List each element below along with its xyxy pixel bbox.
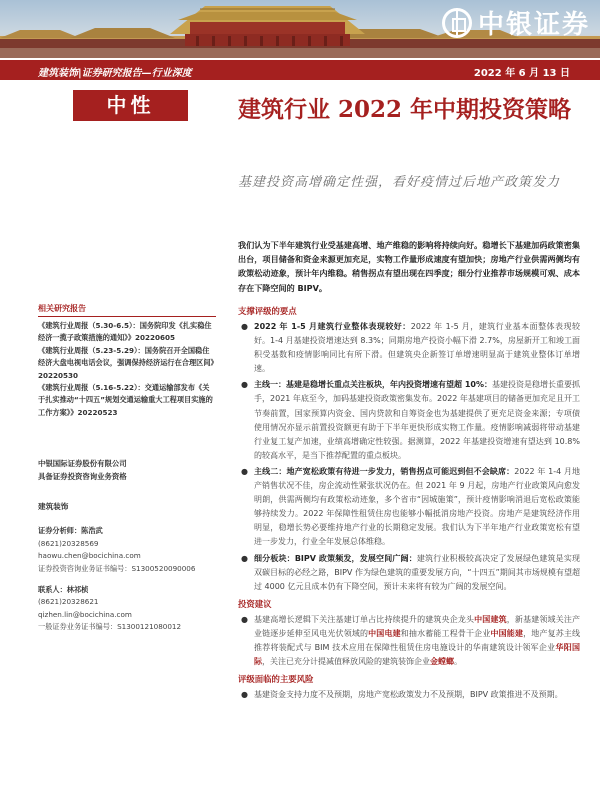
stock-name: 金螳螂 [430, 657, 454, 667]
related-reports-heading: 相关研究报告 [38, 303, 216, 317]
risk-heading: 评级面临的主要风险 [238, 674, 314, 685]
point-text: 和抽水蓄能工程骨干企业 [400, 628, 491, 638]
company-info [38, 457, 216, 483]
point-body: 基建资金支持力度不及预期，房地产宽松政策发力不及预期，BIPV 政策推进不及预期。 [254, 690, 563, 700]
contact-name: 联系人：林祁桢 [38, 584, 89, 594]
highlight-point [238, 378, 580, 463]
stock-name: 中国建筑 [474, 614, 507, 624]
report-info-bar [0, 60, 600, 80]
report-date: 2022 年 6 月 13 日 [473, 68, 570, 79]
contact-email[interactable]: qizhen.lin@bocichina.com [38, 609, 132, 619]
stock-name: 中国电建 [368, 628, 401, 638]
boc-logo-icon [442, 8, 472, 38]
header-banner [0, 0, 600, 58]
contact-cert: 一般证券业务证书编号：S1300121080012 [38, 622, 182, 632]
point-lead: 主线一：基建是稳增长重点关注板块，年内投资增速有望超 10%： [254, 380, 492, 390]
related-report-item[interactable]: 《建筑行业周报（5.30-6.5）：国务院印发《扎实稳住经济一揽子政策措施的通知》》20220605 [38, 321, 212, 343]
breadcrumb: 建筑装饰|证券研究报告—行业深度 [38, 68, 192, 79]
bullet-icon: ● [241, 614, 248, 624]
point-lead: 2022 年 1-5 月建筑行业整体表现较好： [254, 322, 411, 331]
report-title: 建筑行业 2022 年中期投资策略 [238, 96, 572, 123]
contact-phone: (8621)20328621 [38, 597, 99, 607]
main-content [238, 305, 580, 702]
highlight-point [238, 465, 580, 550]
company-qualification: 具备证券投资咨询业务资格 [38, 472, 127, 482]
analyst-email[interactable]: haowu.chen@bocichina.com [38, 551, 141, 561]
analyst-card [38, 525, 216, 575]
analyst-name: 证券分析师：陈浩武 [38, 526, 103, 536]
sector-label: 建筑装饰 [38, 502, 69, 512]
point-body: 建筑行业积极较高决定了发展绿色建筑是实现双碳目标的必经之路，BIPV 作为绿色建筑的重要发展方向，“十四五”期间其市场规模有望超过 4000 亿元且成本仍有下降空间，预计未来将有较为广阔的发展空间。 [254, 553, 580, 591]
point-body: 基建投资是稳增长重要抓手，2021 年底至今，加码基建投资政策密集发布。2022 年基建项目的储备更加充足且开工节奏前置，国家预算内资金、国内贷款和自筹资金也为基建提供了更充足资金来源；专项债使用情况亦显示前置投资额更有助于下半年更快形成实物工作量。疫情影响减弱将带动基建行业复工复产加速，业绩高增确定性较强。据测算，2022 年基建投资增速有望达到 10.8%的较高水平，是当下推荐配置的重点板块。 [254, 380, 580, 460]
stock-name: 华阳国际 [254, 642, 581, 667]
analyst-phone: (8621)20328569 [38, 538, 99, 548]
point-text: ，新基建领域关注产业链逐步延伸至风电光伏领域的 [254, 614, 581, 638]
point-body: 2022 年 1-5 月，建筑行业基本面整体表现较好。1-4 月基建投资增速达到 8.3%；同期房地产投资小幅下滑 2.7%，房屋新开工和竣工面积受基数和疫情影响同比有所下滑。但建筑央企新签订单增速明显高于建筑业整体订单增速。 [254, 322, 580, 374]
point-text: ，地产复苏主线推荐将装配式与 BIM 技术应用在保障性租赁住房电施设计的华南建筑设计领军企业 [254, 628, 581, 652]
contact-card [38, 584, 216, 634]
highlights-heading: 支撑评级的要点 [238, 306, 297, 316]
brand-logo[interactable] [442, 4, 590, 41]
highlight-point [238, 320, 580, 376]
bullet-icon: ● [241, 690, 248, 700]
sidebar [38, 303, 216, 634]
related-report-item[interactable]: 《建筑行业周报（5.23-5.29）：国务院召开全国稳住经济大盘电视电话会议，强调保持经济运行在合理区间》20220530 [38, 345, 215, 380]
related-reports-list [38, 320, 216, 419]
related-report-item[interactable]: 《建筑行业周报（5.16-5.22）：交通运输部发布《关于扎实推动“十四五”规划交通运输重大工程项目实施的工作方案》》20220523 [38, 383, 213, 417]
point-text: 。 [454, 657, 462, 667]
rating-badge: 中性 [73, 90, 188, 121]
bullet-icon: ● [241, 466, 248, 476]
investment-point [238, 613, 580, 669]
point-text: 基建高增长逻辑下关注基建订单占比持续提升的建筑央企龙头 [254, 614, 475, 624]
bullet-icon: ● [241, 322, 248, 331]
bullet-icon: ● [241, 380, 248, 390]
highlight-point [238, 552, 580, 594]
company-name: 中银国际证券股份有限公司 [38, 459, 127, 469]
summary-paragraph: 我们认为下半年建筑行业受基建高增、地产维稳的影响将持续向好。稳增长下基建加码政策密集出台，项目储备和资金来源更加充足，实物工作量形成速度有望加快；房地产行业供需两侧均有政策松动迹象，预计年内维稳。稍售拐点有望出现在四季度；细分行业推荐市场规模可观、成本存在下降空间的 BIPV。 [238, 240, 580, 293]
point-body: 2022 年 1-4 月地产销售状况不佳，房企流动性紧张状况仍在。但 2021 年 9 月起，房地产行业政策风向愈发明朗，供需两侧均有政策松动迹象，多个省市“因城施策”，预计疫情影响消退后宽松政策能够持续发力。2022 年保障性租赁住房也能够小幅抵消房地产投资。房地产是建筑经济作用明显，稳增长势必要维持地产行业的长期稳定发展。我们认为下半年地产行业政策宽松有望进一步发力，行业全年发展总体维稳。 [254, 466, 581, 547]
bullet-icon: ● [241, 553, 248, 563]
point-lead: 主线二：地产宽松政策有待进一步发力，销售拐点可能迟到但不会缺席： [254, 466, 515, 476]
brand-name: 中银证券 [477, 10, 590, 40]
investment-heading: 投资建议 [238, 598, 272, 609]
point-lead: 细分板块：BIPV 政策频发，发展空间广阔： [254, 553, 417, 563]
report-subtitle: 基建投资高增确定性强，看好疫情过后地产政策发力 [238, 175, 561, 190]
risk-point [238, 688, 580, 702]
analyst-cert: 证券投资咨询业务证书编号：S1300520090006 [38, 564, 196, 574]
stock-name: 中国能建 [490, 628, 524, 638]
point-text: ，关注已充分计提减值释放风险的建筑装饰企业 [262, 657, 430, 667]
